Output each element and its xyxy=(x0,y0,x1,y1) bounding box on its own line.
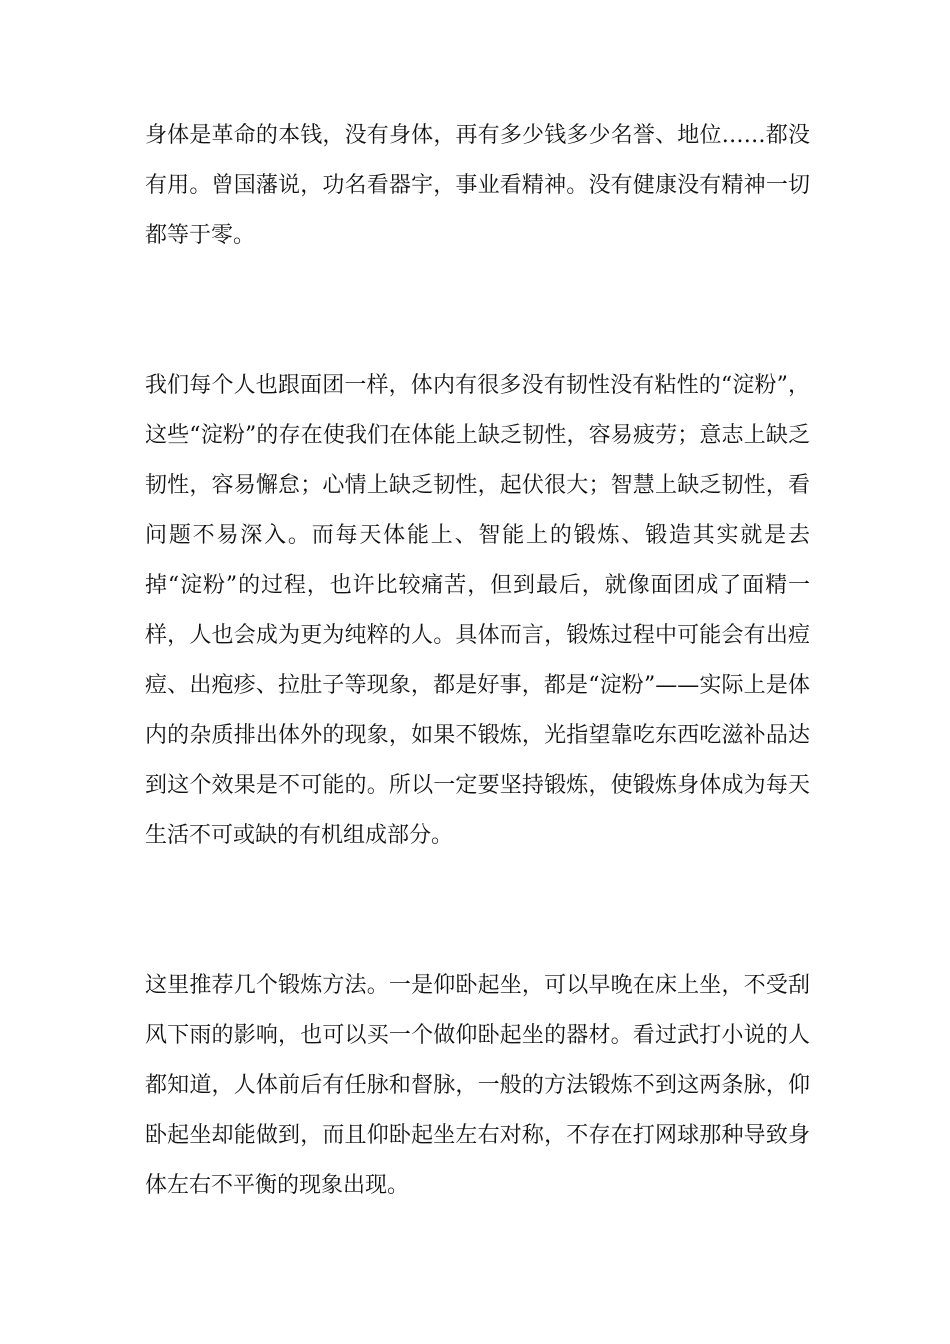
paragraph-starch-metaphor: 我们每个人也跟面团一样，体内有很多没有韧性没有粘性的“淀粉”，这些“淀粉”的存在使我们在体能上缺乏韧性，容易疲劳；意志上缺乏韧性，容易懈怠；心情上缺乏韧性，起伏很大；智慧上缺乏韧性，看问题不易深入。而每天体能上、智能上的锻炼、锻造其实就是去掉“淀粉”的过程，也许比较痛苦，但到最后，就像面团成了面精一样，人也会成为更为纯粹的人。具体而言，锻炼过程中可能会有出痘痘、出疱疹、拉肚子等现象，都是好事，都是“淀粉”——实际上是体内的杂质排出体外的现象，如果不锻炼，光指望靠吃东西吃滋补品达到这个效果是不可能的。所以一定要坚持锻炼，使锻炼身体成为每天生活不可或缺的有机组成部分。 xyxy=(145,373,810,848)
paragraph-exercise-methods: 这里推荐几个锻炼方法。一是仰卧起坐，可以早晚在床上坐，不受刮风下雨的影响，也可以买一个做仰卧起坐的器材。看过武打小说的人都知道，人体前后有任脉和督脉，一般的方法锻炼不到这两条脉，仰卧起坐却能做到，而且仰卧起坐左右对称，不存在打网球那种导致身体左右不平衡的现象出现。 xyxy=(145,973,810,1198)
document-body xyxy=(145,111,810,1211)
paragraph-health-foundation: 身体是革命的本钱，没有身体，再有多少钱多少名誉、地位……都没有用。曾国藩说，功名看器宇，事业看精神。没有健康没有精神一切都等于零。 xyxy=(145,123,810,248)
